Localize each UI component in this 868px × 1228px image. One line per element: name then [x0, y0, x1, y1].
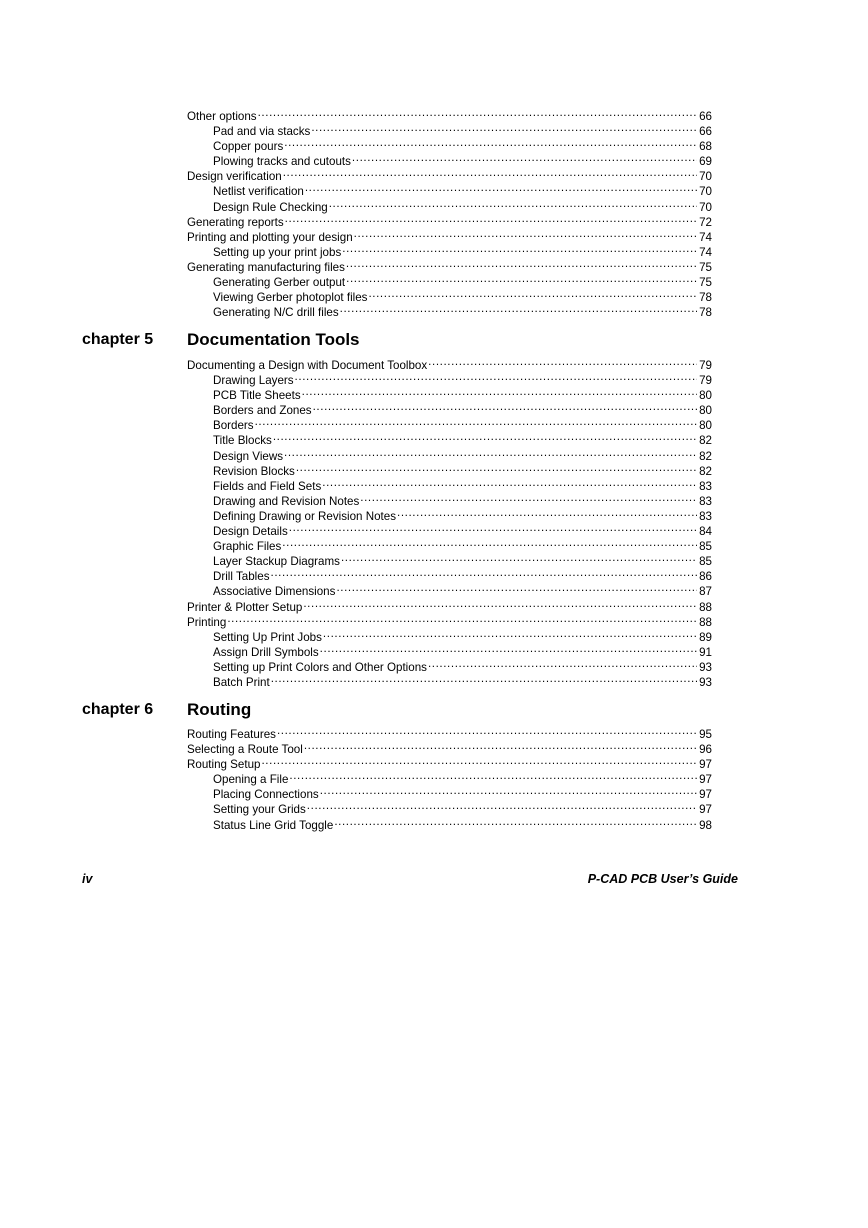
toc-entry-title: Assign Drill Symbols: [213, 645, 319, 659]
dot-leader: [273, 429, 697, 444]
toc-entry-page: 80: [699, 419, 712, 433]
toc-entry: [187, 626, 712, 644]
toc-entry-title: Batch Print: [213, 675, 270, 689]
toc-entry-title: Borders: [213, 419, 254, 433]
toc-entry-title: Layer Stackup Diagrams: [213, 555, 340, 569]
toc-entry: [187, 768, 712, 787]
toc-entry-page: 80: [699, 389, 712, 403]
dot-leader: [346, 256, 697, 271]
toc-entry-title: Copper pours: [213, 140, 284, 154]
toc-entry-title: Printing: [187, 615, 227, 629]
chapter-label: chapter 6: [82, 701, 154, 718]
toc-entry-page: 93: [699, 675, 712, 689]
toc-entry: [187, 611, 712, 629]
toc-entry-title: Netlist verification: [213, 185, 304, 199]
dot-leader: [341, 550, 697, 565]
toc-entry: [187, 105, 712, 123]
dot-leader: [284, 135, 697, 150]
toc-entry-page: 85: [699, 540, 712, 554]
toc-entry-page: 91: [699, 645, 712, 659]
footer-book-title: P-CAD PCB User’s Guide: [587, 872, 738, 886]
toc-entry-title: Design Views: [213, 449, 284, 463]
footer-page-number: iv: [82, 872, 93, 886]
dot-leader: [255, 414, 697, 429]
dot-leader: [296, 460, 697, 475]
toc-entry-page: 93: [699, 660, 712, 674]
toc-entry-title: Printer & Plotter Setup: [187, 600, 303, 614]
toc-entry-title: Setting Up Print Jobs: [213, 630, 322, 644]
chapter-title: Routing: [187, 700, 252, 719]
dot-leader: [311, 120, 697, 135]
toc-entry-title: Generating reports: [187, 215, 284, 229]
toc-entry: [187, 354, 712, 372]
toc-entry-title: Design Details: [213, 525, 288, 539]
dot-leader: [285, 211, 697, 226]
toc-entry: [187, 429, 712, 448]
dot-leader: [258, 105, 697, 120]
dot-leader: [320, 783, 697, 798]
dot-leader: [271, 671, 697, 686]
toc-entry-title: Documenting a Design with Document Toolbox: [187, 359, 428, 372]
toc-entry-title: Defining Drawing or Revision Notes: [213, 509, 397, 523]
toc-entry-page: 72: [699, 215, 712, 229]
toc-entry-page: 75: [699, 260, 712, 274]
toc-entry-page: 83: [699, 494, 712, 508]
toc-entry-title: Generating Gerber output: [213, 276, 346, 290]
toc-entry-title: Graphic Files: [213, 540, 282, 554]
toc-entry-title: Generating N/C drill files: [213, 306, 339, 320]
toc-entry-title: Printing and plotting your design: [187, 230, 353, 244]
toc-entries-chapter-5: [187, 354, 712, 689]
dot-leader: [313, 399, 697, 414]
toc-entry-page: 74: [699, 245, 712, 259]
dot-leader: [336, 580, 697, 595]
toc-entry-title: Drawing and Revision Notes: [213, 494, 360, 508]
toc-entry-title: Revision Blocks: [213, 464, 295, 478]
dot-leader: [277, 723, 697, 738]
toc-entry-title: Routing Setup: [187, 758, 261, 772]
toc-entry-title: Setting your Grids: [213, 803, 306, 817]
toc-entry-page: 80: [699, 404, 712, 418]
dot-leader: [428, 656, 697, 671]
toc-entry-page: 85: [699, 555, 712, 569]
toc-entry-page: 66: [699, 125, 712, 139]
toc-entry-title: Viewing Gerber photoplot files: [213, 291, 368, 305]
toc-entry-title: Other options: [187, 110, 257, 123]
toc-entry-page: 98: [699, 818, 712, 832]
toc-entries-continued: [187, 105, 712, 320]
toc-entry-title: Opening a File: [213, 773, 289, 787]
toc-entry-title: Placing Connections: [213, 788, 319, 802]
toc-entry-title: Design verification: [187, 170, 282, 184]
toc-entry-title: Routing Features: [187, 728, 276, 741]
toc-entry-page: 88: [699, 600, 712, 614]
toc-entry-title: Setting up Print Colors and Other Options: [213, 660, 427, 674]
dot-leader: [295, 369, 698, 384]
dot-leader: [342, 241, 697, 256]
toc-entry-page: 70: [699, 185, 712, 199]
toc-entry-page: 97: [699, 758, 712, 772]
dot-leader: [307, 798, 697, 813]
toc-entry: [187, 723, 712, 741]
dot-leader: [282, 535, 697, 550]
dot-leader: [283, 165, 697, 180]
toc-entry-page: 86: [699, 570, 712, 584]
toc-entry-page: 79: [699, 374, 712, 388]
dot-leader: [354, 226, 697, 241]
chapter-title: Documentation Tools: [187, 330, 360, 349]
toc-entry-title: Selecting a Route Tool: [187, 743, 303, 757]
toc-entry-page: 84: [699, 525, 712, 539]
dot-leader: [284, 445, 697, 460]
toc-entry-title: Generating manufacturing files: [187, 260, 345, 274]
toc-entry-page: 96: [699, 743, 712, 757]
toc-entry-page: 75: [699, 276, 712, 290]
toc-entry: [187, 753, 712, 772]
dot-leader: [261, 753, 697, 768]
dot-leader: [352, 150, 697, 165]
toc-entry: [187, 414, 712, 433]
toc-entry-page: 74: [699, 230, 712, 244]
toc-entry-page: 70: [699, 170, 712, 184]
dot-leader: [289, 520, 697, 535]
toc-entry-page: 83: [699, 479, 712, 493]
toc-entry-page: 87: [699, 585, 712, 599]
toc-entry-page: 83: [699, 509, 712, 523]
toc-entry-title: Fields and Field Sets: [213, 479, 322, 493]
dot-leader: [305, 180, 697, 195]
toc-entry-page: 82: [699, 449, 712, 463]
dot-leader: [271, 565, 698, 580]
chapter-label: chapter 5: [82, 331, 154, 348]
toc-entry-page: 70: [699, 200, 712, 214]
toc-entry-title: Setting up your print jobs: [213, 245, 342, 259]
dot-leader: [289, 768, 697, 783]
dot-leader: [320, 641, 697, 656]
dot-leader: [368, 286, 697, 301]
toc-entry-page: 82: [699, 434, 712, 448]
toc-entry-page: 97: [699, 773, 712, 787]
toc-entry-page: 97: [699, 803, 712, 817]
toc-entries-chapter-6: [187, 723, 712, 832]
dot-leader: [329, 196, 697, 211]
dot-leader: [304, 738, 697, 753]
toc-entry-title: Title Blocks: [213, 434, 272, 448]
toc-entry-page: 66: [699, 110, 712, 123]
dot-leader: [360, 490, 697, 505]
toc-entry-page: 79: [699, 359, 712, 372]
dot-leader: [303, 596, 697, 611]
toc-entry-page: 69: [699, 155, 712, 169]
dot-leader: [340, 301, 697, 316]
dot-leader: [323, 626, 697, 641]
toc-entry-page: 97: [699, 788, 712, 802]
toc-entry-page: 68: [699, 140, 712, 154]
dot-leader: [346, 271, 697, 286]
toc-entry-title: PCB Title Sheets: [213, 389, 301, 403]
toc-entry-title: Plowing tracks and cutouts: [213, 155, 351, 169]
toc-entry-page: 78: [699, 291, 712, 305]
toc-entry-page: 78: [699, 306, 712, 320]
toc-entry: [187, 120, 712, 139]
dot-leader: [397, 505, 697, 520]
dot-leader: [227, 611, 697, 626]
toc-entry-title: Borders and Zones: [213, 404, 312, 418]
toc-entry-title: Pad and via stacks: [213, 125, 311, 139]
toc-entry-page: 95: [699, 728, 712, 741]
dot-leader: [322, 475, 697, 490]
toc-entry-title: Status Line Grid Toggle: [213, 818, 334, 832]
toc-entry-page: 89: [699, 630, 712, 644]
toc-entry-title: Associative Dimensions: [213, 585, 336, 599]
dot-leader: [302, 384, 697, 399]
toc-entry-page: 88: [699, 615, 712, 629]
dot-leader: [428, 354, 697, 369]
toc-entry-page: 82: [699, 464, 712, 478]
toc-entry-title: Drawing Layers: [213, 374, 294, 388]
dot-leader: [334, 814, 697, 829]
toc-entry-title: Design Rule Checking: [213, 200, 328, 214]
toc-entry-title: Drill Tables: [213, 570, 270, 584]
